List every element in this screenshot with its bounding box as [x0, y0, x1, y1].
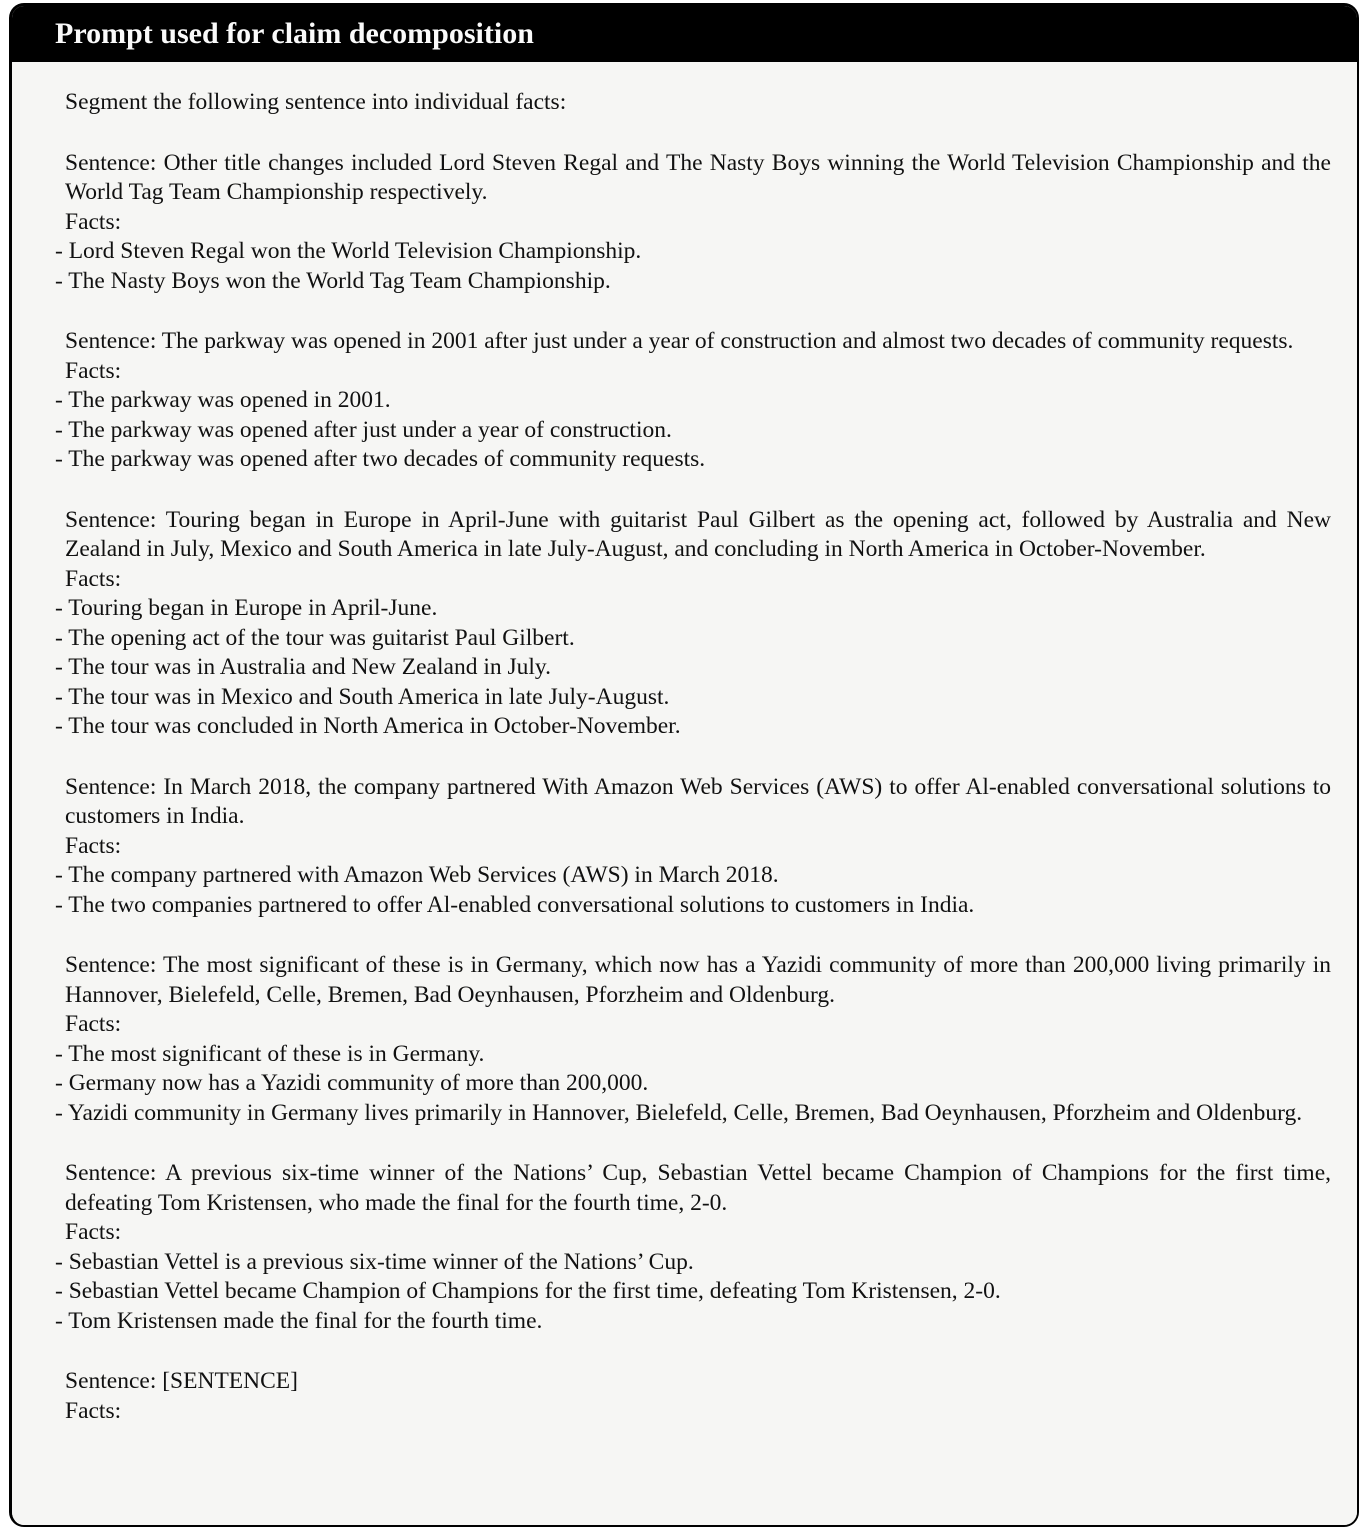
sentence-label: Sentence:: [65, 773, 157, 800]
sentence-label: Sentence:: [65, 328, 157, 354]
prompt-box: [9, 3, 1359, 1527]
example-block: [55, 1159, 1331, 1336]
fact-line: - The two companies partnered to offer Al-enabled conversational solutions to customers in India.: [55, 891, 975, 918]
fact-line: - The opening act of the tour was guitarist Paul Gilbert.: [55, 624, 575, 651]
sentence-label: Sentence:: [65, 952, 157, 978]
example-block: [55, 506, 1331, 742]
prompt-box-header: [12, 6, 1357, 62]
sentence-line: [55, 506, 1331, 565]
instruction-line: Segment the following sentence into individual facts:: [65, 89, 567, 115]
fact-line: - The tour was concluded in North America in October-November.: [55, 713, 681, 739]
fact-line: - Lord Steven Regal won the World Television Championship.: [55, 238, 642, 264]
facts-list: [55, 594, 1331, 742]
fact-line: - Germany now has a Yazidi community of more than 200,000.: [55, 1070, 649, 1096]
fact-line: - Yazidi community in Germany lives primarily in Hannover, Bielefeld, Celle, Bremen, Bad Oeynhausen, Pforzheim and Oldenburg.: [55, 1099, 1303, 1126]
fact-line: - The parkway was opened after two decades of community requests.: [55, 446, 706, 472]
sentence-line: [55, 773, 1331, 832]
sentence-text: Touring began in Europe in April-June with guitarist Paul Gilbert as the opening act, followed by Australia and New Zealand in July, Mexico and South America in late July-August, and concluding in North America in October-November.: [65, 506, 1331, 562]
fact-line: - Sebastian Vettel is a previous six-time winner of the Nations’ Cup.: [55, 1248, 694, 1275]
fact-line: - The Nasty Boys won the World Tag Team Championship.: [55, 267, 611, 294]
fact-line: - Sebastian Vettel became Champion of Champions for the first time, defeating Tom Kristensen, 2-0.: [55, 1278, 1001, 1304]
facts-label: Facts:: [65, 1011, 122, 1037]
final-sentence-line: [55, 1367, 1331, 1397]
final-facts-label: Facts:: [65, 1397, 122, 1424]
examples-container: [55, 149, 1331, 1337]
example-block: [55, 327, 1331, 475]
facts-list: [55, 386, 1331, 475]
sentence-line: [55, 951, 1331, 1010]
prompt-box-body: [12, 62, 1357, 1525]
fact-line: - The parkway was opened in 2001.: [55, 387, 391, 413]
example-block: [55, 149, 1331, 297]
example-block: [55, 951, 1331, 1128]
sentence-label: Sentence:: [65, 1368, 157, 1394]
fact-line: - The parkway was opened after just under a year of construction.: [55, 416, 672, 443]
facts-label: Facts:: [65, 565, 122, 592]
sentence-line: [55, 1159, 1331, 1218]
fact-line: - Touring began in Europe in April-June.: [55, 595, 438, 621]
fact-line: - Tom Kristensen made the final for the fourth time.: [55, 1307, 543, 1334]
sentence-line: [55, 149, 1331, 208]
prompt-box-title: Prompt used for claim decomposition: [55, 17, 534, 50]
sentence-line: [55, 327, 1331, 357]
fact-line: - The tour was in Australia and New Zealand in July.: [55, 654, 551, 680]
fact-line: - The company partnered with Amazon Web Services (AWS) in March 2018.: [55, 862, 779, 888]
facts-label: Facts:: [65, 208, 122, 235]
sentence-text: A previous six-time winner of the Nations’ Cup, Sebastian Vettel became Champion of Champions for the first time, defeating Tom Kristensen, who made the final for the fourth time, 2-0.: [65, 1160, 1331, 1216]
facts-list: [55, 1248, 1331, 1337]
sentence-label: Sentence:: [65, 149, 157, 176]
facts-list: [55, 1040, 1331, 1129]
sentence-label: Sentence:: [65, 506, 157, 533]
fact-line: - The most significant of these is in Germany.: [55, 1040, 485, 1067]
facts-label: Facts:: [65, 832, 122, 859]
sentence-text: In March 2018, the company partnered With Amazon Web Services (AWS) to offer Al-enabled conversational solutions to customers in India.: [65, 773, 1331, 829]
sentence-text: The most significant of these is in Germany, which now has a Yazidi community of more than 200,000 living primarily in Hannover, Bielefeld, Celle, Bremen, Bad Oeynhausen, Pforzheim and Oldenburg.: [65, 952, 1331, 1008]
sentence-placeholder: [SENTENCE]: [162, 1368, 298, 1394]
sentence-text: The parkway was opened in 2001 after just under a year of construction and almost two decades of community requests.: [156, 328, 1294, 354]
facts-list: [55, 861, 1331, 920]
facts-list: [55, 237, 1331, 296]
sentence-text: Other title changes included Lord Steven Regal and The Nasty Boys winning the World Television Championship and the World Tag Team Championship respectively.: [65, 149, 1331, 205]
final-query-block: [55, 1367, 1331, 1426]
facts-label: Facts:: [65, 1219, 122, 1245]
facts-label: Facts:: [65, 357, 122, 384]
example-block: [55, 773, 1331, 921]
sentence-label: Sentence:: [65, 1160, 157, 1186]
fact-line: - The tour was in Mexico and South America in late July-August.: [55, 683, 670, 710]
